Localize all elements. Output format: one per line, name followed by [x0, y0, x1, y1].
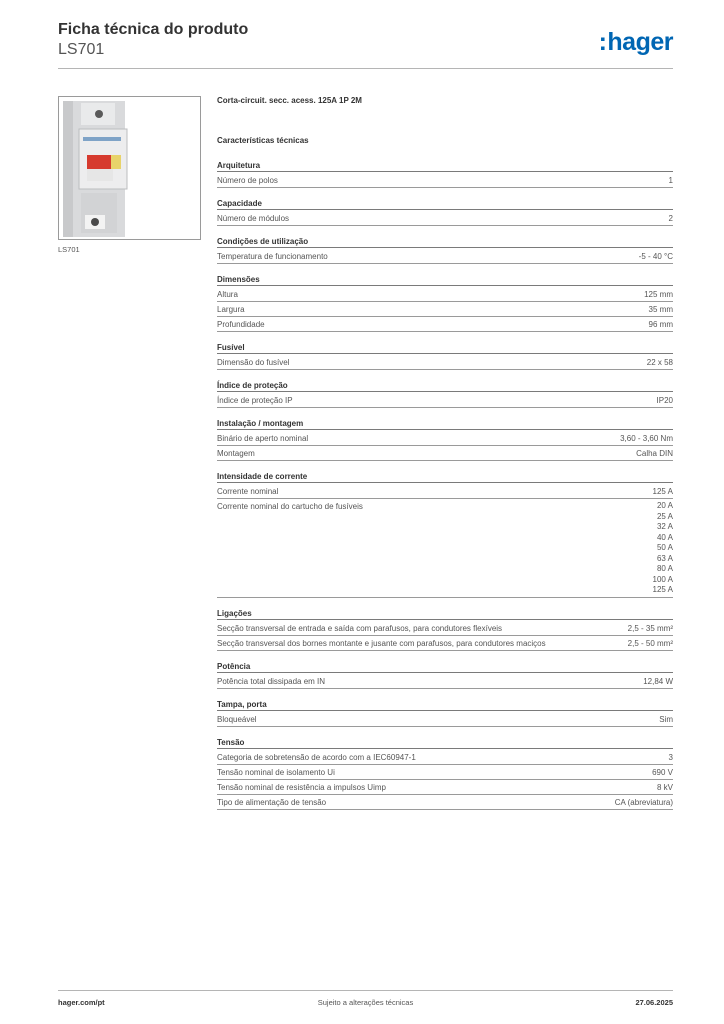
spec-label: Montagem — [217, 449, 255, 458]
spec-value: 8 kV — [656, 782, 673, 792]
spec-value-item: 63 A — [656, 553, 673, 563]
spec-label: Tipo de alimentação de tensão — [217, 797, 327, 807]
spec-section — [217, 608, 673, 651]
spec-label: Bloqueável — [217, 714, 257, 724]
spec-row — [217, 712, 673, 727]
spec-value: 22 x 58 — [646, 358, 673, 367]
spec-value: 2,5 - 50 mm² — [627, 638, 673, 648]
spec-value: CA (abreviatura) — [614, 797, 673, 807]
spec-row — [217, 355, 673, 370]
spec-row — [217, 795, 673, 810]
section-title: Condições de utilização — [217, 236, 673, 248]
spec-section — [217, 274, 673, 332]
spec-label: Profundidade — [217, 320, 265, 329]
spec-section — [217, 380, 673, 408]
footer-disclaimer: Sujeito a alterações técnicas — [317, 998, 414, 1007]
spec-value: 35 mm — [648, 305, 673, 314]
spec-value-item: 32 A — [656, 522, 673, 531]
spec-value: 2,5 - 35 mm² — [627, 623, 673, 633]
section-title: Capacidade — [217, 198, 673, 210]
spec-row — [217, 636, 673, 651]
spec-label: Corrente nominal — [217, 487, 279, 496]
page-header — [58, 20, 673, 70]
spec-row — [217, 249, 673, 264]
fuse-holder-illustration — [59, 97, 200, 239]
page-title: Ficha técnica do produto — [58, 21, 249, 38]
spec-label: Temperatura de funcionamento — [217, 252, 328, 261]
spec-row — [217, 765, 673, 780]
spec-label: Binário de aperto nominal — [217, 434, 309, 443]
spec-label: Número de polos — [217, 176, 278, 185]
spec-row — [217, 446, 673, 461]
spec-label: Altura — [217, 290, 238, 299]
spec-row — [217, 750, 673, 765]
spec-value-item: 40 A — [656, 532, 673, 542]
spec-section — [217, 418, 673, 461]
spec-value: 96 mm — [648, 320, 673, 329]
spec-label: Corrente nominal do cartucho de fusíveis — [217, 502, 363, 511]
spec-value: 125 A — [652, 487, 673, 496]
spec-row — [217, 211, 673, 226]
footer-date: 27.06.2025 — [635, 998, 673, 1007]
spec-section — [217, 661, 673, 689]
spec-value-item: 20 A — [656, 501, 673, 510]
spec-value: IP20 — [656, 396, 673, 405]
spec-value: 690 V — [652, 767, 673, 777]
spec-row — [217, 484, 673, 499]
characteristics-title: Características técnicas — [217, 136, 309, 145]
spec-value-item: 25 A — [656, 511, 673, 521]
spec-value: Sim — [659, 714, 673, 724]
spec-section — [217, 342, 673, 370]
section-title: Índice de proteção — [217, 380, 673, 392]
spec-section — [217, 198, 673, 226]
spec-label: Categoria de sobretensão de acordo com a IEC60947-1 — [217, 752, 416, 762]
spec-value-item: 125 A — [652, 585, 673, 594]
spec-row — [217, 317, 673, 332]
section-title: Tampa, porta — [217, 699, 673, 711]
logo-colon: : — [598, 28, 607, 56]
spec-value: 3 — [668, 752, 673, 762]
spec-row — [217, 499, 673, 598]
spec-section — [217, 737, 673, 810]
spec-label: Tensão nominal de isolamento Ui — [217, 767, 335, 777]
spec-section — [217, 471, 673, 598]
spec-value: 3,60 - 3,60 Nm — [620, 434, 673, 443]
image-caption: LS701 — [58, 245, 80, 254]
spec-label: Índice de proteção IP — [217, 396, 293, 405]
spec-section — [217, 699, 673, 727]
spec-sections — [217, 160, 673, 810]
spec-label: Dimensão do fusível — [217, 358, 290, 367]
spec-label: Tensão nominal de resistência a impulsos Uimp — [217, 782, 386, 792]
spec-value-item: 50 A — [656, 543, 673, 552]
spec-row — [217, 173, 673, 188]
spec-label: Secção transversal dos bornes montante e jusante com parafusos, para condutores maciços — [217, 638, 546, 648]
header-divider — [58, 68, 673, 69]
section-title: Instalação / montagem — [217, 418, 673, 430]
product-name: Corta-circuit. secc. acess. 125A 1P 2M — [217, 96, 362, 105]
spec-value: 1 — [668, 176, 673, 185]
spec-content — [217, 96, 673, 820]
section-title: Arquitetura — [217, 160, 673, 172]
logo-text: hager — [607, 28, 673, 56]
product-image — [58, 96, 201, 240]
product-reference: LS701 — [58, 41, 105, 58]
spec-value: 2 — [668, 214, 673, 223]
section-title: Dimensões — [217, 274, 673, 286]
footer-divider — [58, 990, 673, 991]
spec-row — [217, 674, 673, 689]
spec-label: Secção transversal de entrada e saída com parafusos, para condutores flexíveis — [217, 623, 503, 633]
hager-logo[interactable] — [599, 28, 673, 57]
footer-website-link[interactable]: hager.com/pt — [58, 998, 105, 1007]
spec-label: Potência total dissipada em IN — [217, 676, 326, 686]
section-title: Ligações — [217, 608, 673, 620]
spec-row — [217, 431, 673, 446]
spec-value-item: 100 A — [652, 574, 673, 584]
spec-section — [217, 160, 673, 188]
spec-section — [217, 236, 673, 264]
spec-label: Número de módulos — [217, 214, 290, 223]
spec-value-item: 80 A — [656, 564, 673, 573]
spec-row — [217, 780, 673, 795]
section-title: Intensidade de corrente — [217, 471, 673, 483]
spec-row — [217, 621, 673, 636]
spec-value: -5 - 40 °C — [638, 252, 673, 261]
spec-value: 125 mm — [644, 290, 673, 299]
spec-row — [217, 302, 673, 317]
spec-value: 12,84 W — [643, 676, 673, 686]
section-title: Tensão — [217, 737, 673, 749]
spec-value: Calha DIN — [636, 449, 673, 458]
spec-label: Largura — [217, 305, 245, 314]
spec-row — [217, 287, 673, 302]
section-title: Fusível — [217, 342, 673, 354]
spec-row — [217, 393, 673, 408]
section-title: Potência — [217, 661, 673, 673]
spec-value — [653, 501, 673, 596]
